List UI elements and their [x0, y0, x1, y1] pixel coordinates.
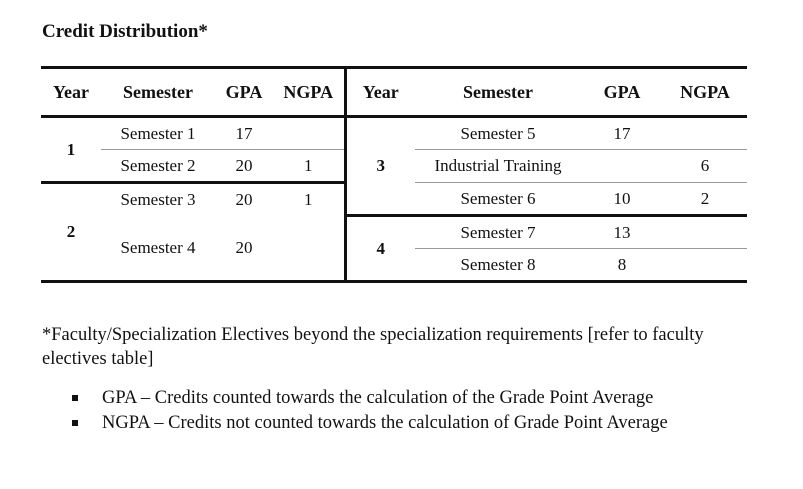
industrial-training-ngpa: 6: [663, 150, 747, 183]
semester-5-ngpa: [663, 117, 747, 150]
year-1-cell: 1: [41, 117, 101, 183]
table-row: [41, 216, 747, 249]
list-item: [72, 411, 668, 436]
list-item: [72, 386, 668, 411]
semester-6-ngpa: 2: [663, 183, 747, 216]
semester-3-gpa: 20: [235, 189, 253, 209]
header-gpa-left: GPA: [215, 68, 273, 117]
gpa-definition: GPA – Credits counted towards the calculation of the Grade Point Average: [102, 388, 654, 408]
industrial-training-gpa: [581, 150, 663, 183]
semester-8-gpa: 8: [581, 249, 663, 282]
credit-distribution-table: [41, 66, 747, 283]
semester-5-gpa: 17: [581, 117, 663, 150]
header-semester-left: Semester: [101, 68, 215, 117]
semester-1-name: Semester 1: [101, 117, 215, 150]
definitions-list: [72, 386, 668, 436]
square-bullet-icon: [72, 420, 78, 426]
semester-8-ngpa: [663, 249, 747, 282]
header-gpa-right: GPA: [581, 68, 663, 117]
semester-1-ngpa: [273, 117, 345, 150]
year-3-cell: 3: [345, 117, 415, 216]
header-ngpa-right: NGPA: [663, 68, 747, 117]
semester-3-name: Semester 3: [120, 189, 196, 209]
semester-7-ngpa: [663, 216, 747, 249]
semester-5-name: Semester 5: [415, 117, 581, 150]
semester-2-name: Semester 2: [101, 150, 215, 183]
semester-6-gpa: 10: [581, 183, 663, 216]
semester-2-ngpa: 1: [273, 150, 345, 183]
semester-8-name: Semester 8: [415, 249, 581, 282]
semester-7-gpa: 13: [581, 216, 663, 249]
semester-3-ngpa: 1: [273, 183, 345, 216]
industrial-training-name: Industrial Training: [415, 150, 581, 183]
page-title: Credit Distribution*: [42, 21, 208, 42]
year-2-cell: 2: [41, 183, 101, 282]
year-4-cell: 4: [345, 216, 415, 282]
semester-4-ngpa: [273, 216, 345, 282]
semester-4-name: Semester 4: [101, 216, 215, 282]
semester-6-name: Semester 6: [415, 183, 581, 216]
footnote: *Faculty/Specialization Electives beyond the specialization requirements [refer to faculty electives table]: [42, 325, 704, 369]
semester-7-name: Semester 7: [415, 216, 581, 249]
header-year-left: Year: [41, 68, 101, 117]
header-semester-right: Semester: [415, 68, 581, 117]
header-ngpa-left: NGPA: [273, 68, 345, 117]
header-year-right: Year: [345, 68, 415, 117]
table-header-row: [41, 68, 747, 117]
square-bullet-icon: [72, 395, 78, 401]
ngpa-definition: NGPA – Credits not counted towards the calculation of Grade Point Average: [102, 413, 668, 433]
semester-2-gpa: 20: [215, 150, 273, 183]
table-row: [41, 117, 747, 150]
semester-1-gpa: 17: [215, 117, 273, 150]
semester-4-gpa: 20: [215, 216, 273, 282]
